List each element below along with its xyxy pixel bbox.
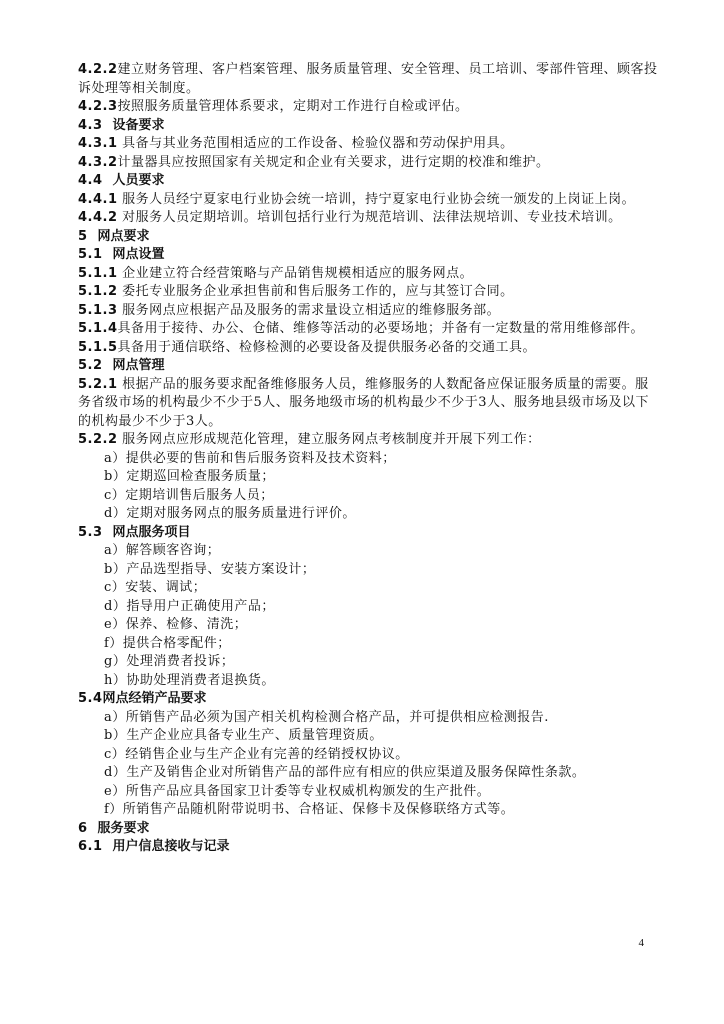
clause-paragraph xyxy=(78,339,658,358)
clause-paragraph xyxy=(78,265,658,284)
section-heading xyxy=(78,172,658,191)
section-heading xyxy=(78,524,658,543)
clause-number: 5.1.3 xyxy=(78,302,118,318)
list-item: e）所售产品应具备国家卫计委等专业权威机构颁发的生产批件。 xyxy=(104,783,491,799)
clause-text: 对服务人员定期培训。培训包括行业行为规范培训、法律法规培训、专业技术培训。 xyxy=(117,210,622,225)
section-number: 5 xyxy=(78,228,88,244)
list-item: c）经销售企业与生产企业有完善的经销授权协议。 xyxy=(104,746,409,762)
list-item: d）指导用户正确使用产品； xyxy=(104,598,275,614)
list-item: d）生产及销售企业对所销售产品的部件应有相应的供应渠道及服务保障性条款。 xyxy=(104,765,586,780)
list-item: a）所销售产品必须为国产相关机构检测合格产品，并可提供相应检测报告. xyxy=(104,709,549,725)
clause-number: 4.2.2 xyxy=(78,62,118,77)
clause-number: 5.2.1 xyxy=(78,376,118,392)
list-item: a）提供必要的售前和售后服务资料及技术资料； xyxy=(104,450,396,466)
section-title: 人员要求 xyxy=(112,173,165,188)
list-item: g）处理消费者投诉； xyxy=(104,654,235,669)
section-number: 6.1 xyxy=(78,839,103,854)
list-item: b）生产企业应具备专业生产、质量管理资质。 xyxy=(104,728,383,743)
section-number: 5.1 xyxy=(78,247,103,262)
clause-number: 5.1.4 xyxy=(78,321,118,336)
clause-text: 企业建立符合经营策略与产品销售规模相适应的服务网点。 xyxy=(117,265,474,281)
list-item: d）定期对服务网点的服务质量进行评价。 xyxy=(104,506,356,521)
clause-number: 4.3.1 xyxy=(78,136,118,151)
section-title: 网点设置 xyxy=(112,247,165,262)
clause-text: 具备与其业务范围相适应的工作设备、检验仪器和劳动保护用具。 xyxy=(117,136,514,151)
document-body xyxy=(78,61,658,857)
list-item: c）定期培训售后服务人员； xyxy=(104,487,274,503)
clause-text: 委托专业服务企业承担售前和售后服务工作的，应与其签订合同。 xyxy=(117,284,514,299)
clause-text: 具备用于接待、办公、仓储、维修等活动的必要场地；并备有一定数量的常用维修部件。 xyxy=(117,321,645,336)
clause-text: 根据产品的服务要求配备维修服务人员，维修服务的人数配备应保证服务质量的需要。服务省级市场的机构最少不少于5人、服务地级市场的机构最少不少于3人、服务地县级市场及以下的机构最少不少于3人。 xyxy=(78,376,650,429)
list-item: f）提供合格零配件； xyxy=(104,635,231,651)
clause-number: 5.1.2 xyxy=(78,284,118,299)
clause-text: 服务网点应形成规范化管理，建立服务网点考核制度并开展下列工作： xyxy=(117,432,541,447)
clause-number: 4.4.1 xyxy=(78,191,118,207)
list-item: b）定期巡回检查服务质量； xyxy=(104,469,275,484)
section-number: 6 xyxy=(78,820,88,836)
section-title: 服务要求 xyxy=(97,820,150,836)
clause-paragraph xyxy=(78,61,658,98)
list-item: f）所销售产品随机附带说明书、合格证、保修卡及保修联络方式等。 xyxy=(104,802,515,817)
section-title: 用户信息接收与记录 xyxy=(112,839,230,854)
clause-paragraph xyxy=(78,283,658,302)
clause-text: 按照服务质量管理体系要求，定期对工作进行自检或评估。 xyxy=(117,99,469,114)
clause-text: 建立财务管理、客户档案管理、服务质量管理、安全管理、员工培训、零部件管理、顾客投诉处理等相关制度。 xyxy=(78,62,658,96)
list-item: h）协助处理消费者退换货。 xyxy=(104,672,275,688)
clause-paragraph xyxy=(78,154,658,173)
clause-paragraph xyxy=(78,209,658,228)
section-number: 4.3 xyxy=(78,117,103,133)
section-heading xyxy=(78,117,658,136)
section-heading xyxy=(78,690,658,709)
clause-text: 计量器具应按照国家有关规定和企业有关要求，进行定期的校准和维护。 xyxy=(117,154,550,170)
section-number: 5.4 xyxy=(78,691,103,706)
section-heading xyxy=(78,246,658,265)
list-item: a）解答顾客咨询； xyxy=(104,543,221,558)
clause-number: 4.4.2 xyxy=(78,210,118,225)
clause-paragraph xyxy=(78,320,658,339)
clause-number: 4.3.2 xyxy=(78,154,118,170)
section-title: 网点经销产品要求 xyxy=(102,691,207,706)
page-number: 4 xyxy=(638,937,644,949)
section-heading xyxy=(78,228,658,247)
clause-text: 具备用于通信联络、检修检测的必要设备及提供服务必备的交通工具。 xyxy=(117,339,537,355)
clause-text: 服务网点应根据产品及服务的需求量设立相适应的维修服务部。 xyxy=(117,302,501,318)
clause-paragraph xyxy=(78,191,658,210)
list-item: c）安装、调试； xyxy=(104,580,207,595)
section-number: 5.2 xyxy=(78,358,103,373)
section-heading xyxy=(78,838,658,857)
section-heading xyxy=(78,820,658,839)
section-title: 网点服务项目 xyxy=(112,524,191,540)
clause-paragraph xyxy=(78,302,658,321)
clause-number: 5.1.1 xyxy=(78,265,118,281)
clause-number: 4.2.3 xyxy=(78,99,118,114)
list-item: e）保养、检修、清洗； xyxy=(104,617,248,632)
clause-text: 服务人员经宁夏家电行业协会统一培训，持宁夏家电行业协会统一颁发的上岗证上岗。 xyxy=(117,191,636,207)
list-item: b）产品选型指导、安装方案设计； xyxy=(104,561,316,577)
section-title: 网点要求 xyxy=(97,228,150,244)
clause-paragraph xyxy=(78,431,658,450)
section-heading xyxy=(78,357,658,376)
clause-paragraph xyxy=(78,98,658,117)
section-title: 设备要求 xyxy=(112,117,165,133)
clause-number: 5.1.5 xyxy=(78,339,118,355)
section-title: 网点管理 xyxy=(112,358,165,373)
section-number: 5.3 xyxy=(78,524,103,540)
clause-paragraph xyxy=(78,135,658,154)
clause-paragraph xyxy=(78,376,658,432)
section-number: 4.4 xyxy=(78,173,103,188)
clause-number: 5.2.2 xyxy=(78,432,118,447)
